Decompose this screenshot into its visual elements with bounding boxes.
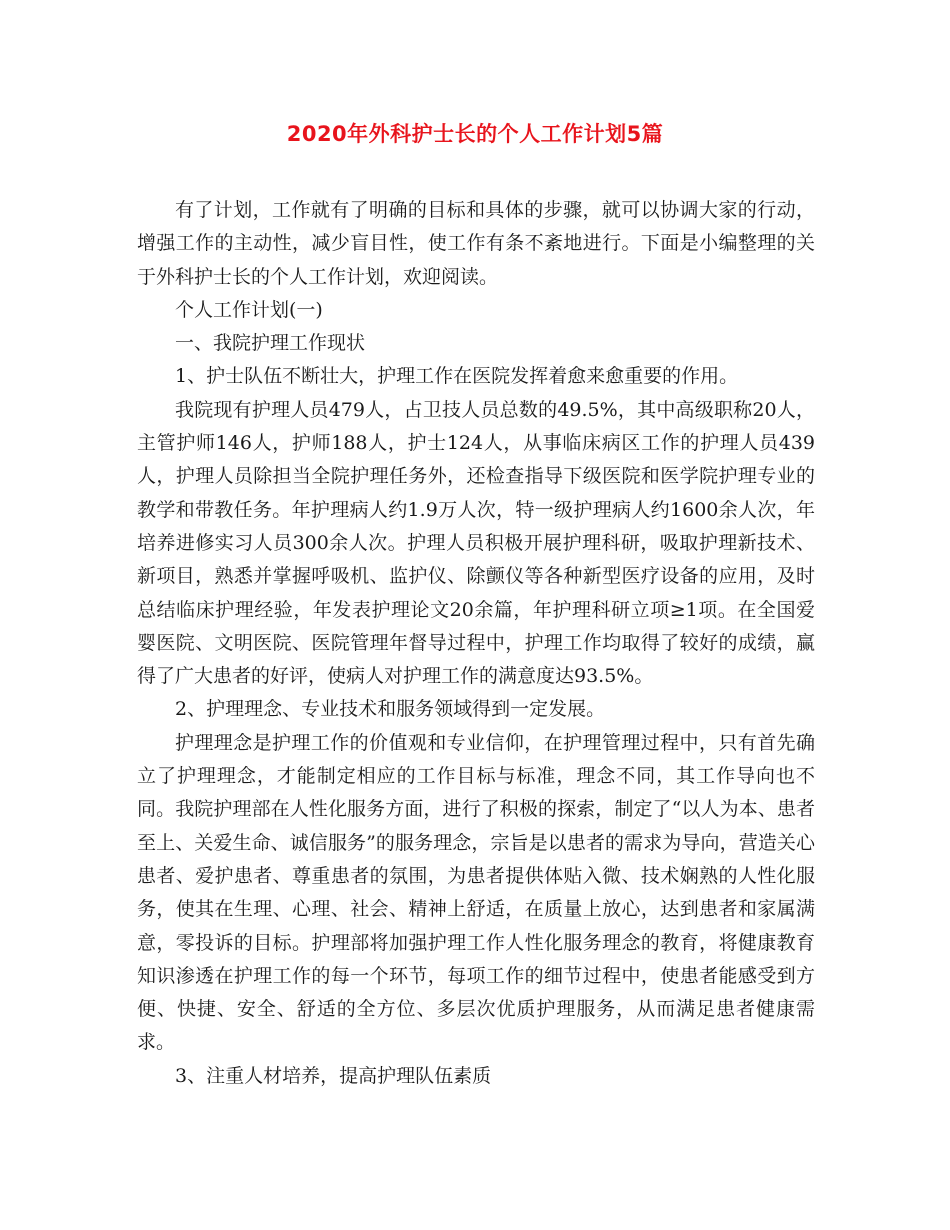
document-title: 2020年外科护士长的个人工作计划5篇: [286, 122, 664, 146]
paragraph-nursing-concept: 护理理念是护理工作的价值观和专业信仰，在护理管理过程中，只有首先确立了护理理念，才能制定相应的工作目标与标准，理念不同，其工作导向也不同。我院护理部在人性化服务方面，进行了积极的探索，制定了“以人为本、患者至上、关爱生命、诚信服务”的服务理念，宗旨是以患者的需求为导向，营造关心患者、爱护患者、尊重患者的氛围，为患者提供体贴入微、技术娴熟的人性化服务，使其在生理、心理、社会、精神上舒适，在质量上放心，达到患者和家属满意，零投诉的目标。护理部将加强护理工作人性化服务理念的教育，将健康教育知识渗透在护理工作的每一个环节，每项工作的细节过程中，使患者能感受到方便、快捷、安全、舒适的全方位、多层次优质护理服务，从而满足患者健康需求。: [137, 731, 815, 1054]
subheading-talent-training: 3、注重人材培养，提高护理队伍素质: [175, 1064, 492, 1087]
document-body: [137, 194, 815, 1093]
paragraph-staff-stats: 我院现有护理人员479人，占卫技人员总数的49.5%，其中高级职称20人，主管护师146人，护师188人，护士124人，从事临床病区工作的护理人员439人，护理人员除担当全院护理任务外，还检查指导下级医院和医学院护理专业的教学和带教任务。年护理病人约1.9万人次，特一级护理病人约1600余人次，年培养进修实习人员300余人次。护理人员积极开展护理科研，吸取护理新技术、新项目，熟悉并掌握呼吸机、监护仪、除颤仪等各种新型医疗设备的应用，及时总结临床护理经验，年发表护理论文20余篇，年护理科研立项≥1项。在全国爱婴医院、文明医院、医院管理年督导过程中，护理工作均取得了较好的成绩，赢得了广大患者的好评，使病人对护理工作的满意度达93.5%。: [137, 398, 815, 688]
section-heading-status: 一、我院护理工作现状: [175, 332, 366, 355]
paragraph-intro: 有了计划，工作就有了明确的目标和具体的步骤，就可以协调大家的行动，增强工作的主动性，减少盲目性，使工作有条不紊地进行。下面是小编整理的关于外科护士长的个人工作计划，欢迎阅读。: [137, 199, 815, 288]
section-heading-plan-1: 个人工作计划(一): [175, 298, 323, 321]
subheading-nursing-concept: 2、护理理念、专业技术和服务领域得到一定发展。: [175, 698, 606, 721]
subheading-team-growth: 1、护士队伍不断壮大，护理工作在医院发挥着愈来愈重要的作用。: [175, 365, 739, 388]
